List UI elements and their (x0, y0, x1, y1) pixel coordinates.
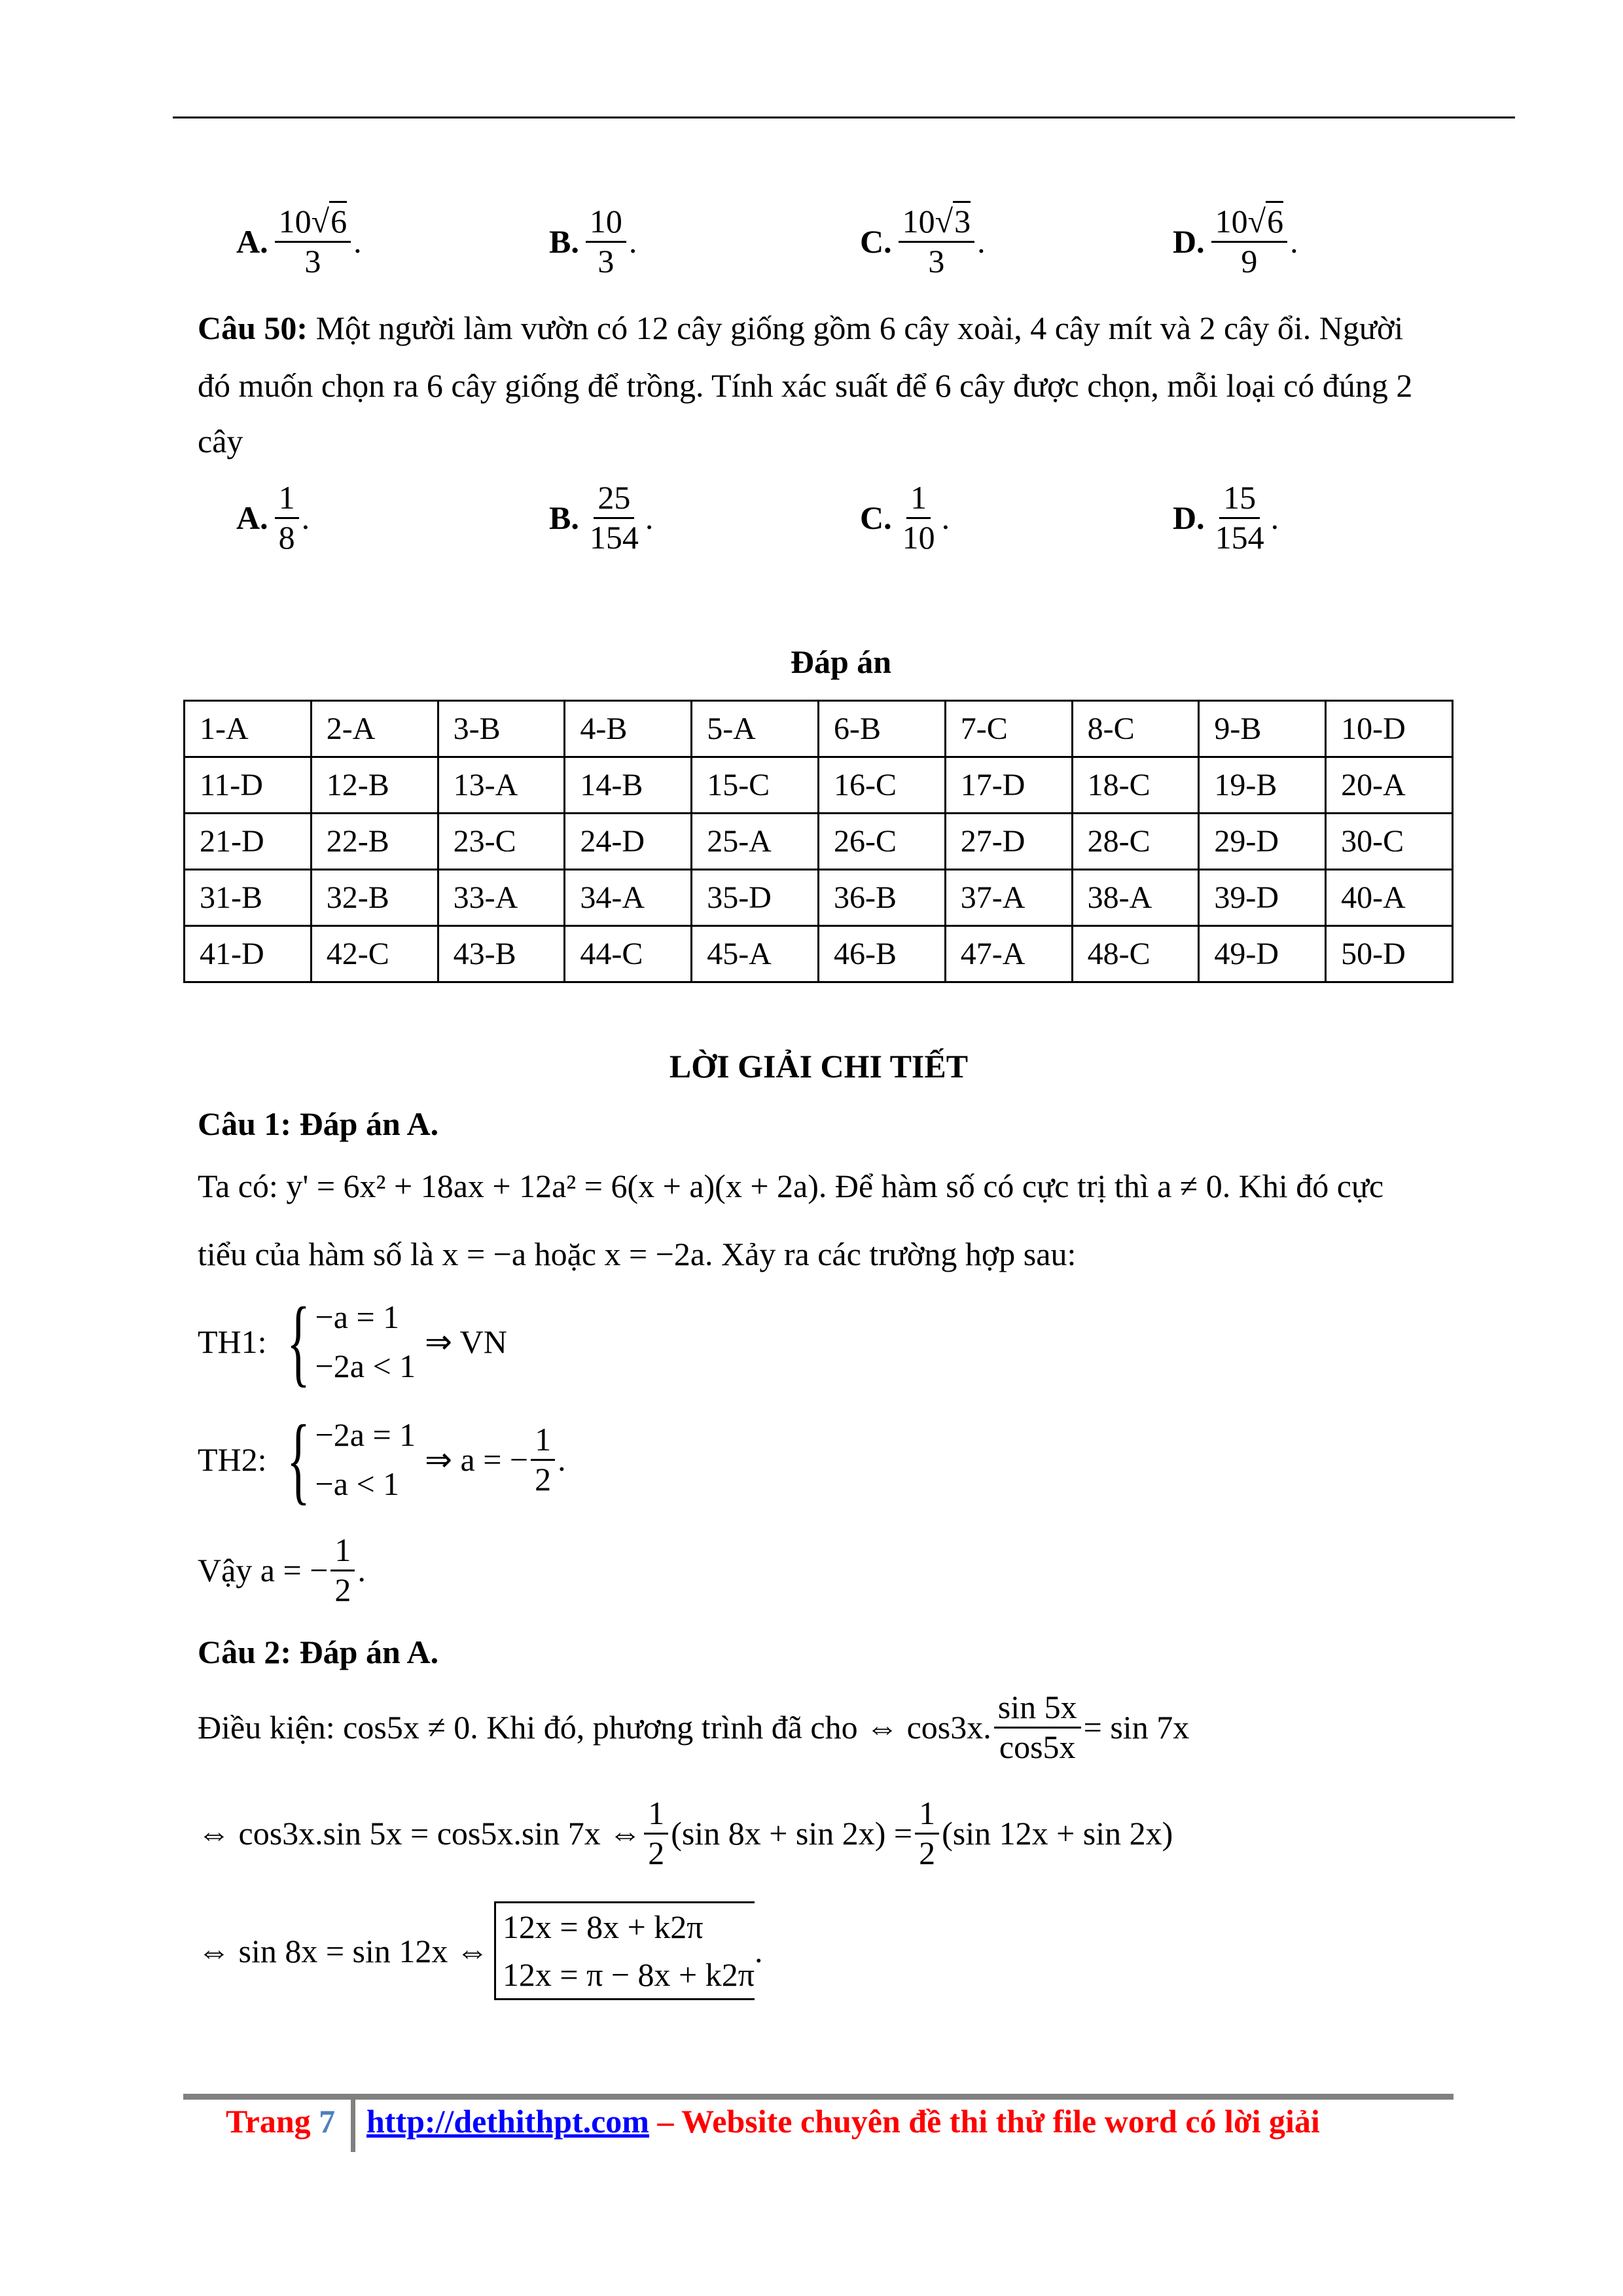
answer-key-table (183, 700, 1454, 983)
answer-cell: 16-C (818, 757, 945, 814)
answer-cell: 25-A (692, 814, 819, 870)
numerator: 15 (1219, 479, 1260, 519)
answer-cell: 46-B (818, 926, 945, 982)
fraction: $\frac{10√3}{3}$ (899, 203, 974, 280)
answer-cell: 11-D (185, 757, 312, 814)
website-link[interactable]: http://dethithpt.com (366, 2103, 649, 2140)
fraction (644, 1795, 668, 1872)
answer-cell: 49-D (1199, 926, 1326, 982)
question-text: Một người làm vườn có 12 cây giống gồm 6 cây xoài, 4 cây mít và 2 cây ổi. Người (308, 310, 1404, 346)
q50-option-d: D. $\frac{15}{154}$ . (1173, 479, 1279, 556)
answer-cell: 9-B (1199, 701, 1326, 757)
denominator: 2 (919, 1834, 936, 1871)
radicand: 3 (953, 201, 971, 240)
c1-case-1 (198, 1287, 507, 1396)
answer-cell: 47-A (945, 926, 1072, 982)
option-label: B. (549, 499, 579, 536)
footer-page (226, 2102, 335, 2140)
option-label: D. (1173, 499, 1205, 536)
answer-cell: 17-D (945, 757, 1072, 814)
text: ⇔ sin 8x = sin 12x ⇔ (198, 1932, 489, 1969)
text: ⇔ cos3x.sin 5x = cos5x.sin 7x ⇔ (198, 1815, 642, 1852)
table-row (185, 926, 1453, 982)
answer-cell: 19-B (1199, 757, 1326, 814)
numerator-coef: 10 (902, 203, 935, 240)
numerator: 1 (531, 1421, 555, 1461)
denominator: 3 (597, 242, 615, 279)
answer-cell: 32-B (311, 870, 438, 926)
q50-line-1 (198, 309, 1403, 347)
denominator: 2 (334, 1571, 351, 1608)
fraction (330, 1532, 355, 1609)
q50-line-3: cây (198, 423, 243, 459)
footer-tagline: – Website chuyên đề thi thử file word có lời giải (649, 2103, 1320, 2140)
denominator: 2 (535, 1460, 552, 1498)
footer-divider (351, 2100, 355, 2152)
denominator: 9 (1241, 242, 1258, 279)
answer-cell: 29-D (1199, 814, 1326, 870)
q49-option-b: B. $\frac{10}{3}$ . (549, 203, 637, 279)
denominator: cos5x (999, 1728, 1076, 1765)
answer-cell: 5-A (692, 701, 819, 757)
answer-cell: 1-A (185, 701, 312, 757)
equation: −a = 1 (315, 1299, 400, 1335)
answer-cell: 44-C (565, 926, 692, 982)
answer-key-title: Đáp án (790, 643, 892, 680)
answer-cell: 38-A (1072, 870, 1199, 926)
answer-cell: 36-B (818, 870, 945, 926)
c1-conclusion: Vậy a = − $\frac{1}{2}$ . (198, 1532, 366, 1608)
question-title: Câu 50: (198, 310, 308, 346)
answer-cell: 31-B (185, 870, 312, 926)
equation: −2a = 1 (315, 1416, 416, 1453)
answer-cell: 34-A (565, 870, 692, 926)
option-label: C. (860, 223, 892, 260)
q50-option-b: B. $\frac{25}{154}$ . (549, 479, 654, 556)
answer-cell: 14-B (565, 757, 692, 814)
answer-cell: 40-A (1326, 870, 1453, 926)
numerator: 10 (586, 203, 626, 243)
option-label: C. (860, 499, 892, 536)
left-brace-icon: { (286, 1405, 310, 1514)
answer-cell: 18-C (1072, 757, 1199, 814)
numerator-coef: 10 (1215, 203, 1248, 240)
answer-cell: 48-C (1072, 926, 1199, 982)
numerator: 1 (906, 479, 931, 519)
q49-option-a: A. $\frac{10√6}{3}$ . (236, 203, 362, 280)
answer-cell: 23-C (438, 814, 565, 870)
conclusion-text: Vậy a = − (198, 1552, 329, 1588)
numerator: sin 5x (994, 1689, 1081, 1729)
answer-cell: 50-D (1326, 926, 1453, 982)
c2-line-3: ⇔ sin 8x = sin 12x ⇔ 12x = 8x + k2π 12x = π − 8x + k2π . (198, 1901, 763, 2000)
fraction (1211, 479, 1268, 556)
equation: 12x = π − 8x + k2π (502, 1956, 755, 1993)
answer-cell: 39-D (1199, 870, 1326, 926)
answer-cell: 27-D (945, 814, 1072, 870)
numerator: 1 (915, 1795, 939, 1835)
table-row (185, 757, 1453, 814)
solutions-title: LỜI GIẢI CHI TIẾT (669, 1048, 969, 1085)
option-label: A. (236, 499, 268, 536)
table-row (185, 701, 1453, 757)
answer-cell: 7-C (945, 701, 1072, 757)
page-number: 7 (319, 2103, 336, 2140)
table-row (185, 870, 1453, 926)
answer-cell: 10-D (1326, 701, 1453, 757)
answer-cell: 24-D (565, 814, 692, 870)
footer-rule (183, 2094, 1454, 2100)
answer-cell: 3-B (438, 701, 565, 757)
fraction: $\frac{10√6}{3}$ (275, 203, 351, 280)
table-row (185, 814, 1453, 870)
numerator: 25 (594, 479, 634, 519)
footer-text (366, 2102, 1320, 2140)
text: = sin 7x (1083, 1709, 1190, 1746)
case-label: TH1: (198, 1323, 267, 1360)
c1-line-1: Ta có: y' = 6x² + 18ax + 12a² = 6(x + a)(x + 2a). Để hàm số có cực trị thì a ≠ 0. Khi đó cực (198, 1168, 1384, 1204)
q49-option-d: D. $\frac{10√6}{9}$ . (1173, 203, 1298, 280)
text: (sin 8x + sin 2x) = (671, 1815, 913, 1852)
left-brace-icon: { (286, 1287, 310, 1396)
q50-option-a: A. $\frac{1}{8}$ . (236, 479, 310, 556)
answer-cell: 28-C (1072, 814, 1199, 870)
numerator: 1 (330, 1532, 355, 1571)
page-label: Trang (226, 2103, 311, 2140)
fraction (899, 479, 939, 556)
case-result: ⇒ VN (425, 1323, 507, 1360)
answer-cell: 20-A (1326, 757, 1453, 814)
solution-set-bracket (494, 1901, 755, 2000)
denominator: 10 (902, 518, 935, 556)
answer-cell: 30-C (1326, 814, 1453, 870)
equation: −a < 1 (315, 1465, 400, 1502)
answer-cell: 42-C (311, 926, 438, 982)
case-label: TH2: (198, 1441, 267, 1478)
radicand: 6 (329, 201, 347, 240)
c1-line-2: tiểu của hàm số là x = −a hoặc x = −2a. Xảy ra các trường hợp sau: (198, 1236, 1077, 1272)
q49-option-c: C. $\frac{10√3}{3}$ . (860, 203, 986, 280)
answer-cell: 13-A (438, 757, 565, 814)
option-label: D. (1173, 223, 1205, 260)
option-label: A. (236, 223, 268, 260)
numerator: 1 (644, 1795, 668, 1835)
answer-cell: 26-C (818, 814, 945, 870)
text: Điều kiện: cos5x ≠ 0. Khi đó, phương trình đã cho ⇔ cos3x. (198, 1709, 991, 1746)
answer-cell: 22-B (311, 814, 438, 870)
denominator: 8 (278, 518, 295, 556)
c1-heading: Câu 1: Đáp án A. (198, 1105, 439, 1142)
fraction (586, 479, 643, 556)
answer-cell: 8-C (1072, 701, 1199, 757)
fraction: $\frac{10√6}{9}$ (1211, 203, 1287, 280)
c2-heading: Câu 2: Đáp án A. (198, 1634, 439, 1670)
c2-line-2 (198, 1795, 1173, 1872)
answer-cell: 43-B (438, 926, 565, 982)
denominator: 3 (928, 242, 945, 279)
answer-cell: 33-A (438, 870, 565, 926)
answer-cell: 4-B (565, 701, 692, 757)
fraction (915, 1795, 939, 1872)
fraction (586, 203, 626, 280)
option-label: B. (549, 223, 579, 260)
denominator: 154 (1215, 518, 1264, 556)
answer-cell: 21-D (185, 814, 312, 870)
denominator: 154 (589, 518, 639, 556)
fraction (994, 1689, 1081, 1766)
q50-option-c: C. $\frac{1}{10}$ . (860, 479, 950, 556)
answer-cell: 6-B (818, 701, 945, 757)
numerator-coef: 10 (278, 203, 312, 240)
answer-cell: 2-A (311, 701, 438, 757)
text: (sin 12x + sin 2x) (942, 1815, 1173, 1852)
q50-line-2: đó muốn chọn ra 6 cây giống để trồng. Tính xác suất để 6 cây được chọn, mỗi loại có đúng 2 (198, 367, 1413, 404)
case-result: ⇒ a = − (425, 1441, 529, 1478)
radicand: 6 (1266, 201, 1283, 240)
answer-cell: 15-C (692, 757, 819, 814)
equation: 12x = 8x + k2π (502, 1909, 704, 1945)
denominator: 2 (648, 1834, 665, 1871)
numerator: 1 (275, 479, 299, 519)
answer-cell: 41-D (185, 926, 312, 982)
c1-case-2: TH2: { −2a = 1 −a < 1 ⇒ a = − $\frac{1}{2}$ . (198, 1405, 566, 1514)
answer-cell: 35-D (692, 870, 819, 926)
denominator: 3 (304, 242, 321, 279)
c2-line-1 (198, 1689, 1189, 1766)
fraction (275, 479, 299, 556)
answer-cell: 45-A (692, 926, 819, 982)
answer-cell: 37-A (945, 870, 1072, 926)
header-rule (173, 117, 1515, 118)
equation: −2a < 1 (315, 1348, 416, 1384)
answer-cell: 12-B (311, 757, 438, 814)
fraction (531, 1421, 555, 1498)
